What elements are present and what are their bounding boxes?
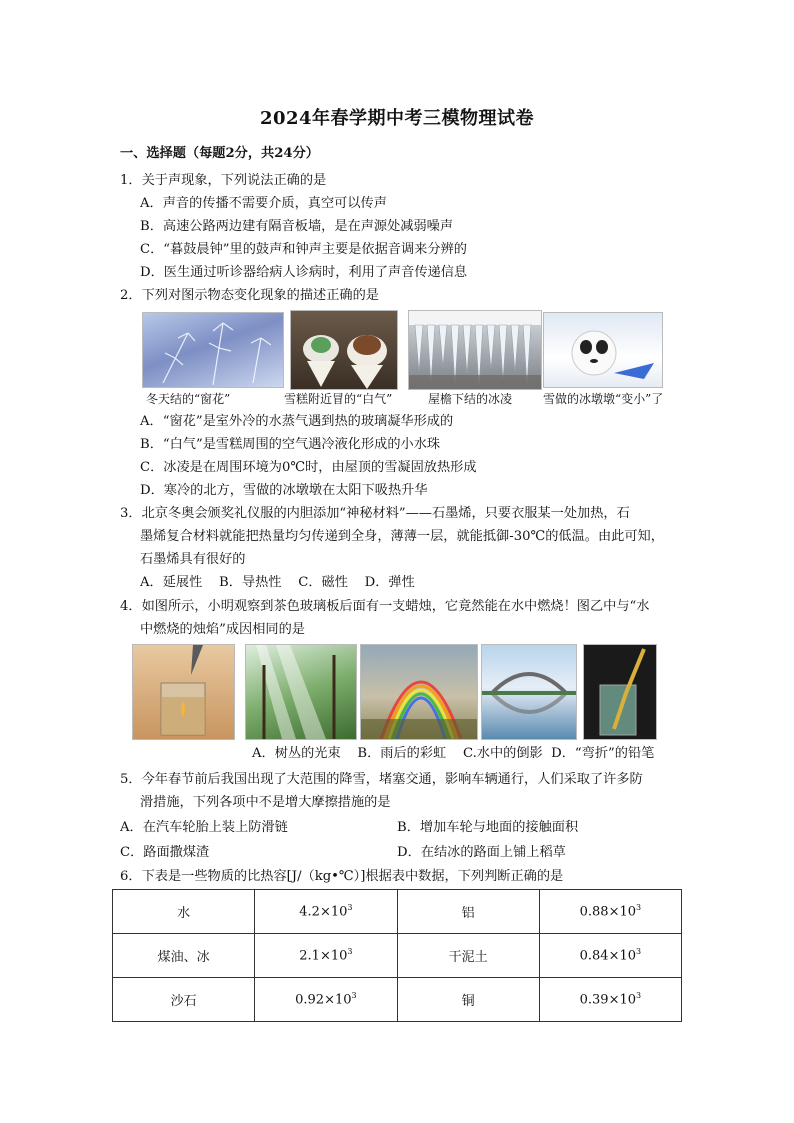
- q5-option-b: B．增加车轮与地面的接触面积: [397, 820, 579, 835]
- q2-option-b: B．“白气”是雪糕周围的空气遇冷液化形成的小水珠: [140, 437, 441, 452]
- table-cell-material: 铜: [397, 978, 539, 1022]
- caption-frost-window: 冬天结的“窗花”: [146, 392, 231, 406]
- bridge-reflection-image: [481, 644, 577, 740]
- caption-snow-figure: 雪做的冰墩墩“变小”了: [543, 392, 664, 406]
- question-2-stem: 2．下列对图示物态变化现象的描述正确的是: [120, 288, 379, 303]
- candle-water-glass-image: [132, 644, 235, 740]
- table-cell-value: $0.88\times 10^3$: [539, 890, 681, 934]
- question-5-stem-line1: 5．今年春节前后我国出现了大范围的降雪，堵塞交通，影响车辆通行，人们采取了许多防: [120, 772, 643, 787]
- table-cell-value: $0.84\times 10^3$: [539, 934, 681, 978]
- question-4-stem-line1: 4．如图所示，小明观察到茶色玻璃板后面有一支蜡烛，它竟然能在水中燃烧！图乙中与“水: [120, 599, 650, 614]
- question-5-stem-line2: 滑措施，下列各项中不是增大摩擦措施的是: [140, 795, 391, 810]
- page-title: 2024年春学期中考三模物理试卷: [259, 108, 535, 129]
- caption-white-steam: 雪糕附近冒的“白气”: [284, 392, 393, 406]
- question-4-stem-line2: 中燃烧的烛焰”成因相同的是: [140, 622, 305, 637]
- snow-bing-dwen-dwen-image: [543, 312, 663, 388]
- table-cell-material: 干泥土: [397, 934, 539, 978]
- q2-option-a: A．“窗花”是室外冷的水蒸气遇到热的玻璃凝华形成的: [140, 414, 454, 429]
- question-3-stem-line2: 墨烯复合材料就能把热量均匀传递到全身，薄薄一层，就能抵御-30℃的低温。由此可知，: [140, 529, 664, 544]
- table-cell-value: $0.92\times 10^3$: [255, 978, 397, 1022]
- q1-option-d: D．医生通过听诊器给病人诊病时，利用了声音传递信息: [140, 265, 468, 280]
- q4-options: A．树丛的光束 B．雨后的彩虹 C.水中的倒影 D．“弯折”的铅笔: [252, 746, 655, 761]
- table-cell-value: $0.39\times 10^3$: [539, 978, 681, 1022]
- specific-heat-table: [112, 889, 682, 1022]
- q3-options: A．延展性 B．导热性 C．磁性 D．弹性: [140, 575, 415, 590]
- rainbow-image: [360, 644, 478, 740]
- frost-window-image: [142, 312, 284, 388]
- forest-light-beam-image: [245, 644, 357, 740]
- question-6-stem: 6．下表是一些物质的比热容[J/（kg•℃）]根据表中数据，下列判断正确的是: [120, 869, 564, 884]
- table-row: [113, 890, 682, 934]
- table-cell-material: 沙石: [113, 978, 255, 1022]
- table-cell-value: $4.2\times 10^3$: [255, 890, 397, 934]
- q5-option-d: D．在结冰的路面上铺上稻草: [397, 845, 566, 860]
- icicles-image: [408, 310, 542, 390]
- question-1-stem: 1．关于声现象，下列说法正确的是: [120, 173, 327, 188]
- bent-pencil-image: [583, 644, 657, 740]
- q1-option-a: A．声音的传播不需要介质，真空可以传声: [140, 196, 387, 211]
- question-3-stem-line3: 石墨烯具有很好的: [140, 552, 246, 567]
- table-cell-material: 铝: [397, 890, 539, 934]
- question-3-stem-line1: 3．北京冬奥会颁奖礼仪服的内胆添加“神秘材料”——石墨烯，只要衣服某一处加热，石: [120, 506, 630, 521]
- ice-cream-image: [290, 310, 398, 390]
- table-row: [113, 978, 682, 1022]
- q5-option-c: C．路面撒煤渣: [120, 845, 210, 860]
- table-cell-material: 水: [113, 890, 255, 934]
- q5-option-a: A．在汽车轮胎上装上防滑链: [120, 820, 288, 835]
- table-cell-material: 煤油、冰: [113, 934, 255, 978]
- section-heading: 一、选择题（每题2分，共24分）: [120, 146, 319, 161]
- q2-option-d: D．寒冷的北方，雪做的冰墩墩在太阳下吸热升华: [140, 483, 428, 498]
- q1-option-b: B．高速公路两边建有隔音板墙，是在声源处减弱噪声: [140, 219, 454, 234]
- q2-option-c: C．冰凌是在周围环境为0℃时，由屋顶的雪凝固放热形成: [140, 460, 477, 475]
- q1-option-c: C．“暮鼓晨钟”里的鼓声和钟声主要是依据音调来分辨的: [140, 242, 467, 257]
- table-cell-value: $2.1\times 10^3$: [255, 934, 397, 978]
- table-row: [113, 934, 682, 978]
- caption-icicles: 屋檐下结的冰凌: [428, 392, 513, 406]
